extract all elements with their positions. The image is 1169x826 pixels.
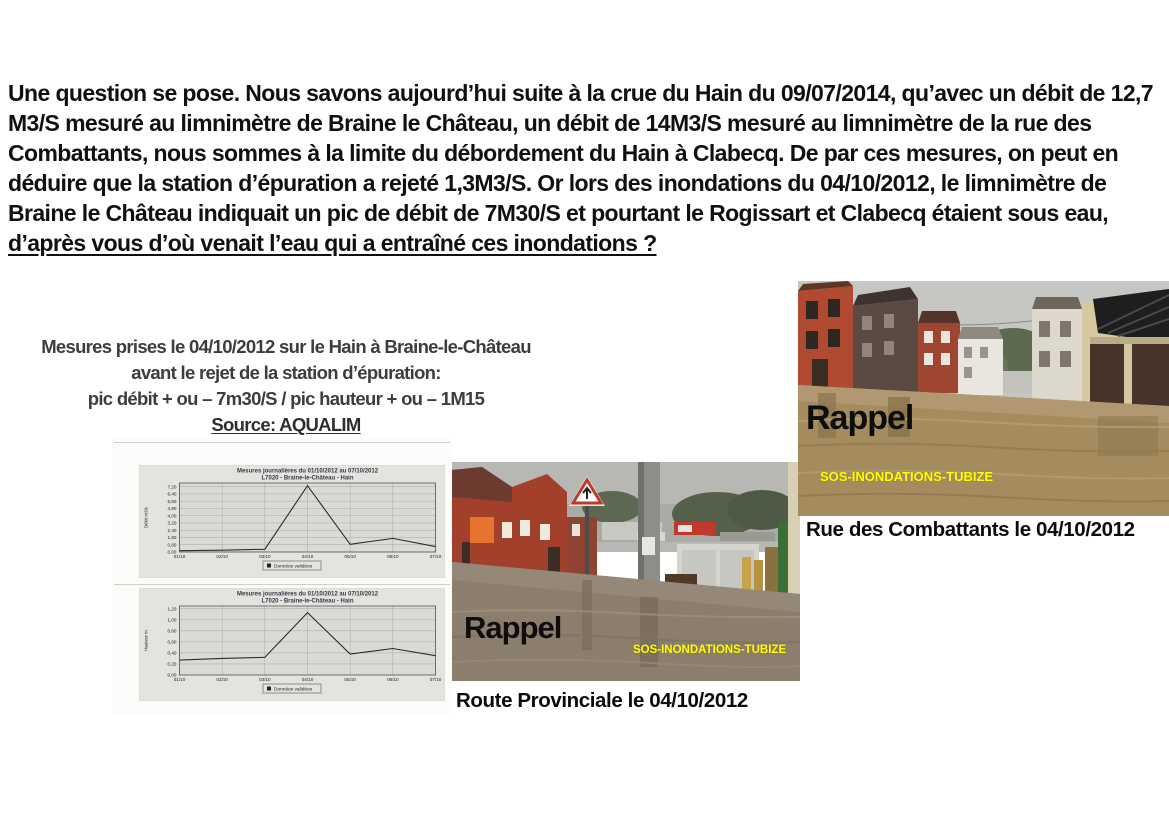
svg-text:Données validées: Données validées — [274, 687, 313, 693]
svg-text:1,60: 1,60 — [167, 535, 177, 541]
watermark-route: SOS-INONDATIONS-TUBIZE — [633, 644, 787, 656]
svg-text:07/10: 07/10 — [429, 554, 442, 559]
svg-text:05/10: 05/10 — [344, 554, 356, 559]
svg-text:1,20: 1,20 — [167, 606, 177, 612]
svg-text:02/10: 02/10 — [216, 677, 228, 682]
svg-text:6,40: 6,40 — [167, 491, 177, 497]
svg-text:0,40: 0,40 — [167, 650, 177, 656]
chart-debit-svg — [138, 465, 446, 578]
svg-text:07/10: 07/10 — [429, 677, 442, 682]
scan-edge-line-top — [114, 442, 450, 443]
chart-hauteur-svg — [138, 588, 446, 701]
svg-text:4,00: 4,00 — [167, 513, 177, 519]
svg-text:0,20: 0,20 — [167, 661, 177, 667]
measures-source: Source: AQUALIM — [211, 414, 361, 435]
svg-text:03/10: 03/10 — [259, 677, 271, 682]
measures-line1: Mesures prises le 04/10/2012 sur le Hain à Braine-le-Château — [41, 336, 531, 357]
rappel-label-rue: Rappel — [806, 399, 914, 437]
svg-text:05/10: 05/10 — [344, 677, 356, 682]
main-paragraph — [8, 78, 1166, 258]
paragraph-underlined-question: d’après vous d’où venait l’eau qui a entraîné ces inondations ? — [8, 230, 657, 256]
svg-text:06/10: 06/10 — [387, 554, 399, 559]
measures-note — [6, 334, 566, 438]
svg-text:01/10: 01/10 — [173, 677, 186, 682]
svg-text:0,00: 0,00 — [167, 549, 177, 555]
scan-edge-line-middle — [114, 584, 450, 585]
svg-text:0,80: 0,80 — [167, 628, 177, 634]
measures-line3: pic débit + ou – 7m30/S / pic hauteur + ou – 1M15 — [87, 388, 485, 409]
svg-text:Mesures journalières du 01/10/: Mesures journalières du 01/10/2012 au 07/10/2012 — [236, 468, 379, 475]
svg-text:1,00: 1,00 — [167, 617, 177, 623]
aqualim-charts-scan — [112, 438, 452, 714]
measures-line2: avant le rejet de la station d’épuration: — [131, 362, 441, 383]
svg-text:2,40: 2,40 — [167, 527, 177, 533]
svg-text:04/10: 04/10 — [301, 554, 314, 559]
svg-text:0,00: 0,00 — [167, 672, 177, 678]
svg-text:Hauteur m: Hauteur m — [143, 630, 149, 651]
svg-text:3,20: 3,20 — [167, 520, 177, 526]
rappel-label-route: Rappel — [464, 610, 562, 645]
svg-text:Débit m3/s: Débit m3/s — [143, 507, 149, 528]
svg-text:L7020 - Braine-le-Château - Ha: L7020 - Braine-le-Château - Hain — [261, 598, 354, 605]
svg-text:Mesures journalières du 01/10/: Mesures journalières du 01/10/2012 au 07/10/2012 — [236, 591, 379, 598]
svg-text:04/10: 04/10 — [301, 677, 314, 682]
svg-text:01/10: 01/10 — [173, 554, 186, 559]
svg-text:02/10: 02/10 — [216, 554, 228, 559]
chart-hauteur — [138, 588, 446, 701]
svg-text:Données validées: Données validées — [274, 564, 313, 570]
svg-text:0,60: 0,60 — [167, 639, 177, 645]
svg-text:4,80: 4,80 — [167, 506, 177, 512]
chart-debit — [138, 465, 446, 578]
paragraph-text: Une question se pose. Nous savons aujourd’hui suite à la crue du Hain du 09/07/2014, qu’avec un débit de 12,7 M3/S mesuré au limnimètre de Braine le Château, un débit de 14M3/S mesuré au limnimètre de la rue des Combattants, nous sommes à la limite du débordement du Hain à Clabecq. De par ces mesures, on peut en déduire que la station d’épuration a rejeté 1,3M3/S. Or lors des inondations du 04/10/2012, le limnimètre de Braine le Château indiquait un pic de débit de 7M30/S et pourtant le Rogissart et Clabecq étaient sous eau, — [8, 80, 1153, 226]
svg-text:7,20: 7,20 — [167, 484, 177, 490]
caption-route-provinciale: Route Provinciale le 04/10/2012 — [456, 689, 748, 712]
svg-text:L7020 - Braine-le-Château - Ha: L7020 - Braine-le-Château - Hain — [261, 475, 354, 482]
svg-text:5,60: 5,60 — [167, 498, 177, 504]
svg-text:06/10: 06/10 — [387, 677, 399, 682]
watermark-rue: SOS-INONDATIONS-TUBIZE — [820, 469, 994, 484]
caption-rue-des-combattants: Rue des Combattants le 04/10/2012 — [806, 518, 1135, 541]
svg-text:0,80: 0,80 — [167, 542, 177, 548]
svg-text:03/10: 03/10 — [259, 554, 271, 559]
